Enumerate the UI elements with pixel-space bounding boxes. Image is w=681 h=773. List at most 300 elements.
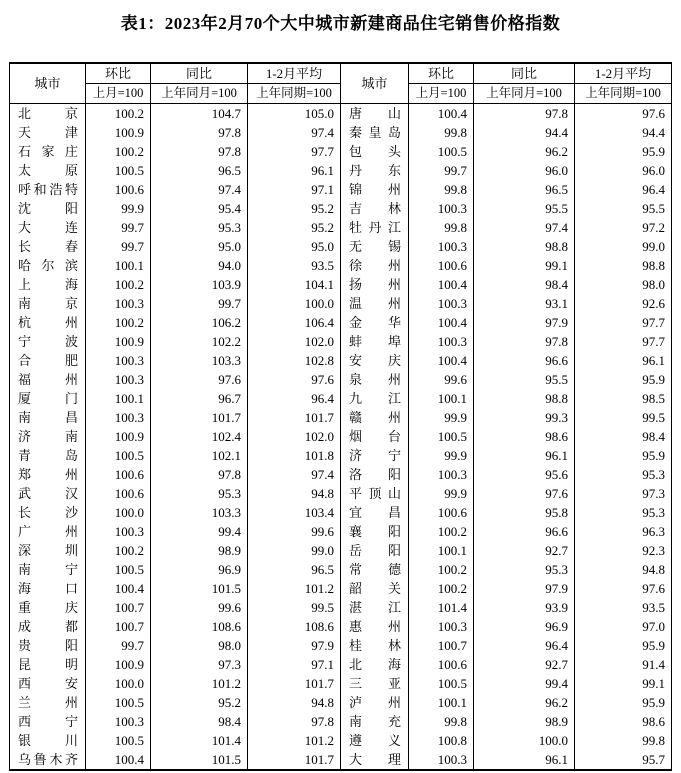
value-cell: 92.3 — [575, 541, 672, 560]
value-cell: 93.9 — [474, 598, 575, 617]
value-cell: 97.1 — [248, 655, 341, 674]
value-cell: 101.5 — [151, 579, 248, 598]
value-cell: 100.0 — [86, 503, 151, 522]
table-row — [10, 294, 672, 313]
value-cell: 96.9 — [474, 617, 575, 636]
value-cell: 96.5 — [248, 560, 341, 579]
value-cell: 100.2 — [86, 104, 151, 124]
value-cell: 99.8 — [409, 712, 474, 731]
city-cell: 合肥 — [10, 351, 86, 370]
header-mom-right: 环比 — [409, 63, 474, 84]
value-cell: 96.5 — [151, 161, 248, 180]
table-row — [10, 693, 672, 712]
value-cell: 97.6 — [575, 104, 672, 124]
value-cell: 95.5 — [474, 370, 575, 389]
value-cell: 99.9 — [409, 408, 474, 427]
value-cell: 100.9 — [86, 332, 151, 351]
value-cell: 92.7 — [474, 541, 575, 560]
city-cell: 南宁 — [10, 560, 86, 579]
value-cell: 99.8 — [575, 731, 672, 750]
value-cell: 100.1 — [86, 256, 151, 275]
value-cell: 99.7 — [86, 218, 151, 237]
city-cell: 蚌埠 — [341, 332, 409, 351]
value-cell: 95.3 — [474, 560, 575, 579]
value-cell: 99.1 — [474, 256, 575, 275]
value-cell: 102.2 — [151, 332, 248, 351]
value-cell: 108.6 — [151, 617, 248, 636]
value-cell: 100.1 — [409, 389, 474, 408]
value-cell: 100.5 — [409, 142, 474, 161]
value-cell: 103.3 — [151, 351, 248, 370]
city-cell: 郑州 — [10, 465, 86, 484]
city-cell: 乌鲁木齐 — [10, 750, 86, 770]
value-cell: 95.5 — [474, 199, 575, 218]
value-cell: 95.9 — [575, 446, 672, 465]
table-row — [10, 560, 672, 579]
city-cell: 九江 — [341, 389, 409, 408]
city-cell: 济南 — [10, 427, 86, 446]
value-cell: 96.7 — [151, 389, 248, 408]
value-cell: 100.4 — [86, 579, 151, 598]
value-cell: 104.7 — [151, 104, 248, 124]
value-cell: 97.1 — [248, 180, 341, 199]
header-yoy-base-right: 上年同月=100 — [474, 84, 575, 104]
value-cell: 99.6 — [248, 522, 341, 541]
city-cell: 银川 — [10, 731, 86, 750]
value-cell: 97.4 — [151, 180, 248, 199]
value-cell: 93.5 — [575, 598, 672, 617]
value-cell: 100.3 — [86, 351, 151, 370]
value-cell: 101.7 — [248, 674, 341, 693]
city-cell: 泸州 — [341, 693, 409, 712]
table-row — [10, 731, 672, 750]
value-cell: 100.1 — [409, 693, 474, 712]
city-cell: 大理 — [341, 750, 409, 770]
value-cell: 97.4 — [474, 218, 575, 237]
value-cell: 93.1 — [474, 294, 575, 313]
value-cell: 100.4 — [409, 313, 474, 332]
value-cell: 101.7 — [151, 408, 248, 427]
value-cell: 102.4 — [151, 427, 248, 446]
city-cell: 北海 — [341, 655, 409, 674]
city-cell: 秦皇岛 — [341, 123, 409, 142]
value-cell: 97.3 — [151, 655, 248, 674]
city-cell: 北京 — [10, 104, 86, 124]
city-cell: 兰州 — [10, 693, 86, 712]
city-cell: 厦门 — [10, 389, 86, 408]
value-cell: 95.8 — [474, 503, 575, 522]
table-row — [10, 598, 672, 617]
value-cell: 100.6 — [409, 655, 474, 674]
value-cell: 98.9 — [151, 541, 248, 560]
value-cell: 95.4 — [151, 199, 248, 218]
city-cell: 沈阳 — [10, 199, 86, 218]
value-cell: 95.6 — [474, 465, 575, 484]
value-cell: 101.4 — [151, 731, 248, 750]
table-row — [10, 617, 672, 636]
city-cell: 安庆 — [341, 351, 409, 370]
value-cell: 97.9 — [248, 636, 341, 655]
city-cell: 大连 — [10, 218, 86, 237]
table-row — [10, 370, 672, 389]
city-cell: 三亚 — [341, 674, 409, 693]
value-cell: 97.8 — [474, 104, 575, 124]
table-row — [10, 503, 672, 522]
header-row-1 — [10, 63, 672, 84]
value-cell: 96.4 — [575, 180, 672, 199]
value-cell: 100.6 — [409, 256, 474, 275]
value-cell: 100.7 — [86, 617, 151, 636]
value-cell: 97.8 — [151, 465, 248, 484]
value-cell: 95.2 — [248, 199, 341, 218]
value-cell: 94.8 — [575, 560, 672, 579]
table-row — [10, 655, 672, 674]
value-cell: 97.8 — [474, 332, 575, 351]
value-cell: 100.3 — [86, 408, 151, 427]
value-cell: 102.8 — [248, 351, 341, 370]
table-row — [10, 332, 672, 351]
city-cell: 南充 — [341, 712, 409, 731]
city-cell: 丹东 — [341, 161, 409, 180]
value-cell: 100.2 — [86, 142, 151, 161]
value-cell: 100.4 — [409, 275, 474, 294]
value-cell: 99.9 — [409, 484, 474, 503]
value-cell: 100.3 — [409, 332, 474, 351]
value-cell: 100.3 — [409, 617, 474, 636]
value-cell: 105.0 — [248, 104, 341, 124]
city-cell: 哈尔滨 — [10, 256, 86, 275]
value-cell: 96.4 — [474, 636, 575, 655]
value-cell: 100.6 — [409, 503, 474, 522]
city-cell: 遵义 — [341, 731, 409, 750]
table-body — [10, 104, 672, 771]
value-cell: 100.9 — [86, 655, 151, 674]
table-row — [10, 712, 672, 731]
city-cell: 桂林 — [341, 636, 409, 655]
value-cell: 98.4 — [474, 275, 575, 294]
city-cell: 济宁 — [341, 446, 409, 465]
header-avg-base-left: 上年同期=100 — [248, 84, 341, 104]
city-cell: 海口 — [10, 579, 86, 598]
value-cell: 100.2 — [86, 275, 151, 294]
header-yoy-right: 同比 — [474, 63, 575, 84]
city-cell: 湛江 — [341, 598, 409, 617]
value-cell: 100.2 — [409, 579, 474, 598]
value-cell: 97.6 — [151, 370, 248, 389]
value-cell: 101.4 — [409, 598, 474, 617]
city-cell: 青岛 — [10, 446, 86, 465]
value-cell: 97.6 — [474, 484, 575, 503]
value-cell: 99.8 — [409, 123, 474, 142]
value-cell: 100.5 — [86, 560, 151, 579]
value-cell: 100.2 — [86, 313, 151, 332]
value-cell: 96.6 — [474, 522, 575, 541]
value-cell: 100.4 — [409, 351, 474, 370]
value-cell: 100.3 — [86, 712, 151, 731]
value-cell: 108.6 — [248, 617, 341, 636]
value-cell: 100.3 — [409, 237, 474, 256]
value-cell: 98.4 — [575, 427, 672, 446]
city-cell: 重庆 — [10, 598, 86, 617]
value-cell: 99.5 — [575, 408, 672, 427]
value-cell: 96.1 — [575, 351, 672, 370]
value-cell: 96.9 — [151, 560, 248, 579]
value-cell: 99.6 — [409, 370, 474, 389]
table-row — [10, 389, 672, 408]
value-cell: 92.6 — [575, 294, 672, 313]
value-cell: 98.9 — [474, 712, 575, 731]
value-cell: 95.3 — [575, 503, 672, 522]
value-cell: 101.5 — [151, 750, 248, 770]
header-yoy-left: 同比 — [151, 63, 248, 84]
value-cell: 101.2 — [248, 579, 341, 598]
value-cell: 100.5 — [409, 427, 474, 446]
table-row — [10, 123, 672, 142]
city-cell: 上海 — [10, 275, 86, 294]
city-cell: 太原 — [10, 161, 86, 180]
value-cell: 100.6 — [86, 180, 151, 199]
table-row — [10, 142, 672, 161]
city-cell: 成都 — [10, 617, 86, 636]
value-cell: 97.9 — [474, 579, 575, 598]
value-cell: 98.8 — [474, 389, 575, 408]
value-cell: 95.9 — [575, 693, 672, 712]
value-cell: 97.7 — [575, 313, 672, 332]
value-cell: 100.3 — [409, 294, 474, 313]
table-row — [10, 313, 672, 332]
value-cell: 94.4 — [575, 123, 672, 142]
city-cell: 惠州 — [341, 617, 409, 636]
header-avg-base-right: 上年同期=100 — [575, 84, 672, 104]
value-cell: 94.8 — [248, 484, 341, 503]
table-row — [10, 275, 672, 294]
value-cell: 100.3 — [86, 370, 151, 389]
value-cell: 100.4 — [409, 104, 474, 124]
table-row — [10, 750, 672, 770]
city-cell: 洛阳 — [341, 465, 409, 484]
value-cell: 100.5 — [86, 161, 151, 180]
value-cell: 97.7 — [248, 142, 341, 161]
value-cell: 96.2 — [474, 693, 575, 712]
value-cell: 99.5 — [248, 598, 341, 617]
value-cell: 100.1 — [86, 389, 151, 408]
value-cell: 101.2 — [248, 731, 341, 750]
value-cell: 104.1 — [248, 275, 341, 294]
city-cell: 西宁 — [10, 712, 86, 731]
value-cell: 95.3 — [151, 218, 248, 237]
value-cell: 100.0 — [474, 731, 575, 750]
value-cell: 99.9 — [86, 199, 151, 218]
city-cell: 呼和浩特 — [10, 180, 86, 199]
table-row — [10, 104, 672, 124]
value-cell: 96.1 — [474, 446, 575, 465]
city-cell: 常德 — [341, 560, 409, 579]
value-cell: 96.1 — [248, 161, 341, 180]
table-row — [10, 674, 672, 693]
value-cell: 100.7 — [409, 636, 474, 655]
city-cell: 扬州 — [341, 275, 409, 294]
value-cell: 99.0 — [248, 541, 341, 560]
table-row — [10, 180, 672, 199]
value-cell: 103.3 — [151, 503, 248, 522]
value-cell: 99.4 — [474, 674, 575, 693]
value-cell: 97.8 — [151, 123, 248, 142]
value-cell: 100.3 — [409, 750, 474, 770]
value-cell: 100.3 — [86, 522, 151, 541]
value-cell: 99.6 — [151, 598, 248, 617]
value-cell: 97.0 — [575, 617, 672, 636]
city-cell: 杭州 — [10, 313, 86, 332]
city-cell: 平顶山 — [341, 484, 409, 503]
header-city-right: 城市 — [341, 63, 409, 104]
value-cell: 96.6 — [474, 351, 575, 370]
header-yoy-base-left: 上年同月=100 — [151, 84, 248, 104]
value-cell: 100.1 — [409, 541, 474, 560]
table-row — [10, 522, 672, 541]
city-cell: 贵阳 — [10, 636, 86, 655]
value-cell: 98.5 — [575, 389, 672, 408]
city-cell: 广州 — [10, 522, 86, 541]
value-cell: 99.8 — [409, 218, 474, 237]
table-row — [10, 237, 672, 256]
table-row — [10, 218, 672, 237]
city-cell: 锦州 — [341, 180, 409, 199]
value-cell: 100.5 — [86, 446, 151, 465]
value-cell: 96.0 — [474, 161, 575, 180]
city-cell: 宁波 — [10, 332, 86, 351]
value-cell: 101.2 — [151, 674, 248, 693]
city-cell: 长春 — [10, 237, 86, 256]
value-cell: 95.3 — [575, 465, 672, 484]
value-cell: 103.9 — [151, 275, 248, 294]
value-cell: 94.8 — [248, 693, 341, 712]
value-cell: 100.8 — [409, 731, 474, 750]
page-title: 表1：2023年2月70个大中城市新建商品住宅销售价格指数 — [120, 14, 561, 33]
value-cell: 98.8 — [575, 256, 672, 275]
city-cell: 包头 — [341, 142, 409, 161]
value-cell: 100.7 — [86, 598, 151, 617]
city-cell: 宜昌 — [341, 503, 409, 522]
value-cell: 106.4 — [248, 313, 341, 332]
value-cell: 102.0 — [248, 332, 341, 351]
table-row — [10, 351, 672, 370]
header-avg-right: 1-2月平均 — [575, 63, 672, 84]
city-cell: 温州 — [341, 294, 409, 313]
value-cell: 98.4 — [151, 712, 248, 731]
value-cell: 100.5 — [409, 674, 474, 693]
city-cell: 吉林 — [341, 199, 409, 218]
city-cell: 福州 — [10, 370, 86, 389]
value-cell: 100.3 — [409, 199, 474, 218]
value-cell: 97.6 — [248, 370, 341, 389]
value-cell: 99.4 — [151, 522, 248, 541]
city-cell: 无锡 — [341, 237, 409, 256]
table-row — [10, 256, 672, 275]
table-header — [10, 63, 672, 104]
value-cell: 102.1 — [151, 446, 248, 465]
table-row — [10, 446, 672, 465]
city-cell: 天津 — [10, 123, 86, 142]
value-cell: 99.7 — [409, 161, 474, 180]
value-cell: 100.0 — [248, 294, 341, 313]
value-cell: 100.2 — [409, 560, 474, 579]
city-cell: 西安 — [10, 674, 86, 693]
value-cell: 96.3 — [575, 522, 672, 541]
value-cell: 100.6 — [86, 465, 151, 484]
value-cell: 99.8 — [409, 180, 474, 199]
value-cell: 96.0 — [575, 161, 672, 180]
value-cell: 95.3 — [151, 484, 248, 503]
value-cell: 95.2 — [151, 693, 248, 712]
value-cell: 96.1 — [474, 750, 575, 770]
value-cell: 95.0 — [151, 237, 248, 256]
value-cell: 94.0 — [151, 256, 248, 275]
value-cell: 99.7 — [151, 294, 248, 313]
value-cell: 95.2 — [248, 218, 341, 237]
header-mom-base-right: 上月=100 — [409, 84, 474, 104]
value-cell: 96.4 — [248, 389, 341, 408]
value-cell: 95.9 — [575, 142, 672, 161]
value-cell: 97.7 — [575, 332, 672, 351]
table-row — [10, 465, 672, 484]
value-cell: 95.0 — [248, 237, 341, 256]
city-cell: 深圳 — [10, 541, 86, 560]
value-cell: 100.6 — [86, 484, 151, 503]
value-cell: 99.9 — [409, 446, 474, 465]
value-cell: 98.0 — [575, 275, 672, 294]
value-cell: 93.5 — [248, 256, 341, 275]
city-cell: 长沙 — [10, 503, 86, 522]
value-cell: 95.7 — [575, 750, 672, 770]
value-cell: 95.9 — [575, 370, 672, 389]
value-cell: 99.3 — [474, 408, 575, 427]
value-cell: 100.9 — [86, 123, 151, 142]
value-cell: 101.7 — [248, 408, 341, 427]
value-cell: 97.8 — [151, 142, 248, 161]
value-cell: 95.5 — [575, 199, 672, 218]
price-index-table — [9, 62, 672, 771]
table-row — [10, 636, 672, 655]
table-row — [10, 161, 672, 180]
city-cell: 南昌 — [10, 408, 86, 427]
value-cell: 98.6 — [575, 712, 672, 731]
value-cell: 100.3 — [86, 294, 151, 313]
value-cell: 99.7 — [86, 237, 151, 256]
city-cell: 岳阳 — [341, 541, 409, 560]
value-cell: 106.2 — [151, 313, 248, 332]
value-cell: 98.6 — [474, 427, 575, 446]
city-cell: 唐山 — [341, 104, 409, 124]
city-cell: 徐州 — [341, 256, 409, 275]
city-cell: 武汉 — [10, 484, 86, 503]
table-row — [10, 579, 672, 598]
value-cell: 100.4 — [86, 750, 151, 770]
value-cell: 98.8 — [474, 237, 575, 256]
header-mom-left: 环比 — [86, 63, 151, 84]
city-cell: 石家庄 — [10, 142, 86, 161]
value-cell: 101.8 — [248, 446, 341, 465]
value-cell: 91.4 — [575, 655, 672, 674]
value-cell: 95.9 — [575, 636, 672, 655]
table-row — [10, 199, 672, 218]
value-cell: 99.0 — [575, 237, 672, 256]
value-cell: 100.2 — [86, 541, 151, 560]
value-cell: 100.5 — [86, 693, 151, 712]
city-cell: 金华 — [341, 313, 409, 332]
value-cell: 100.0 — [86, 674, 151, 693]
city-cell: 南京 — [10, 294, 86, 313]
header-mom-base-left: 上月=100 — [86, 84, 151, 104]
